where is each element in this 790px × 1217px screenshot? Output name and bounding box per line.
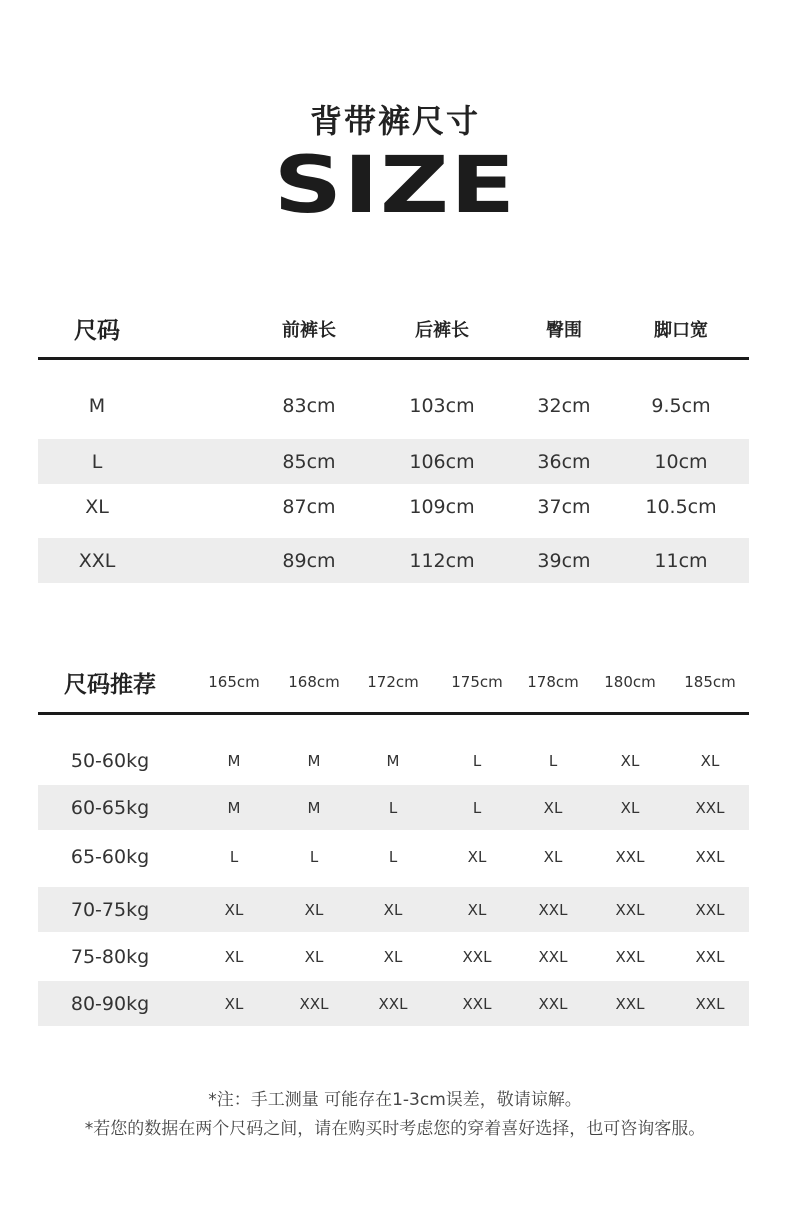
- table-cell: XXL: [615, 947, 645, 966]
- table-cell: XXL: [615, 900, 645, 919]
- table-cell: XL: [700, 751, 720, 770]
- table-cell: M: [227, 798, 241, 817]
- table-cell: L: [472, 798, 482, 817]
- row-label: 70-75kg: [70, 898, 150, 921]
- table-cell: XXL: [695, 994, 725, 1013]
- table-cell: 37cm: [537, 495, 591, 518]
- table-cell: XXL: [538, 947, 568, 966]
- table-cell: 10.5cm: [645, 495, 717, 518]
- size-table: [38, 300, 749, 572]
- table-cell: 89cm: [282, 549, 336, 572]
- table-cell: XXL: [695, 847, 725, 866]
- table-cell: L: [472, 751, 482, 770]
- table-cell: 83cm: [282, 394, 336, 417]
- row-label: XXL: [78, 549, 116, 572]
- table-cell: XL: [543, 798, 563, 817]
- table-row: [38, 834, 749, 879]
- table-cell: 11cm: [654, 549, 708, 572]
- table-cell: L: [309, 847, 319, 866]
- table-cell: M: [227, 751, 241, 770]
- table-cell: XL: [620, 798, 640, 817]
- table-cell: M: [307, 751, 321, 770]
- note-line: *若您的数据在两个尺码之间，请在购买时考虑您的穿着喜好选择，也可咨询客服。: [84, 1119, 706, 1139]
- row-label: 65-60kg: [70, 845, 150, 868]
- header-cell: 后裤长: [415, 319, 469, 341]
- table-cell: XL: [224, 947, 244, 966]
- table-cell: 39cm: [537, 549, 591, 572]
- table-cell: M: [307, 798, 321, 817]
- table-cell: 36cm: [537, 450, 591, 473]
- row-label: 50-60kg: [70, 749, 150, 772]
- table-cell: XXL: [695, 947, 725, 966]
- header-cell: 165cm: [208, 673, 260, 691]
- table-row: [38, 738, 749, 783]
- row-label: L: [91, 450, 103, 473]
- table-cell: L: [548, 751, 558, 770]
- table-row: [38, 439, 749, 484]
- table-cell: 32cm: [537, 394, 591, 417]
- table-cell: XL: [383, 947, 403, 966]
- table-row: [38, 785, 749, 830]
- recommend-table-header: [38, 652, 749, 715]
- table-cell: 87cm: [282, 495, 336, 518]
- table-cell: XXL: [299, 994, 329, 1013]
- header-cell: 175cm: [451, 673, 503, 691]
- table-cell: XL: [467, 847, 487, 866]
- table-cell: 112cm: [409, 549, 475, 572]
- table-cell: XXL: [615, 994, 645, 1013]
- size-table-header: [38, 300, 749, 360]
- table-row: [38, 981, 749, 1026]
- table-cell: 10cm: [654, 450, 708, 473]
- table-cell: 106cm: [409, 450, 475, 473]
- table-cell: XXL: [695, 900, 725, 919]
- table-cell: XXL: [615, 847, 645, 866]
- header-cell: 臀围: [546, 319, 582, 341]
- table-cell: XL: [620, 751, 640, 770]
- header-cell: 172cm: [367, 673, 419, 691]
- row-label: 75-80kg: [70, 945, 150, 968]
- table-cell: 109cm: [409, 495, 475, 518]
- table-row: [38, 934, 749, 979]
- header-cell: 168cm: [288, 673, 340, 691]
- table-cell: XL: [224, 994, 244, 1013]
- table-cell: XL: [304, 947, 324, 966]
- header-cell: 脚口宽: [654, 319, 708, 341]
- header-cell: 前裤长: [282, 319, 336, 341]
- table-cell: XXL: [378, 994, 408, 1013]
- table-row: [38, 484, 749, 529]
- table-cell: XXL: [462, 994, 492, 1013]
- title-chinese: 背带裤尺寸: [309, 102, 480, 140]
- table-cell: XXL: [695, 798, 725, 817]
- title-english: SIZE: [273, 141, 517, 231]
- table-cell: XL: [467, 900, 487, 919]
- recommend-table: [38, 652, 749, 1015]
- table-cell: L: [388, 847, 398, 866]
- row-label: M: [88, 394, 106, 417]
- table-row: [38, 383, 749, 428]
- table-cell: XL: [383, 900, 403, 919]
- header-size-label: 尺码推荐: [64, 671, 156, 698]
- table-cell: 103cm: [409, 394, 475, 417]
- table-cell: L: [388, 798, 398, 817]
- table-cell: 9.5cm: [651, 394, 711, 417]
- table-cell: XL: [224, 900, 244, 919]
- table-cell: XXL: [538, 900, 568, 919]
- table-cell: M: [386, 751, 400, 770]
- table-row: [38, 887, 749, 932]
- table-cell: XXL: [538, 994, 568, 1013]
- note-line: *注：手工测量 可能存在1-3cm误差，敬请谅解。: [208, 1090, 582, 1110]
- header-size-label: 尺码: [74, 318, 120, 344]
- row-label: 80-90kg: [70, 992, 150, 1015]
- table-row: [38, 538, 749, 583]
- table-cell: L: [229, 847, 239, 866]
- notes: [0, 1086, 790, 1144]
- row-label: XL: [85, 495, 109, 518]
- row-label: 60-65kg: [70, 796, 150, 819]
- header-cell: 185cm: [684, 673, 736, 691]
- header-cell: 180cm: [604, 673, 656, 691]
- header-cell: 178cm: [527, 673, 579, 691]
- table-cell: XXL: [462, 947, 492, 966]
- table-cell: 85cm: [282, 450, 336, 473]
- table-cell: XL: [543, 847, 563, 866]
- table-cell: XL: [304, 900, 324, 919]
